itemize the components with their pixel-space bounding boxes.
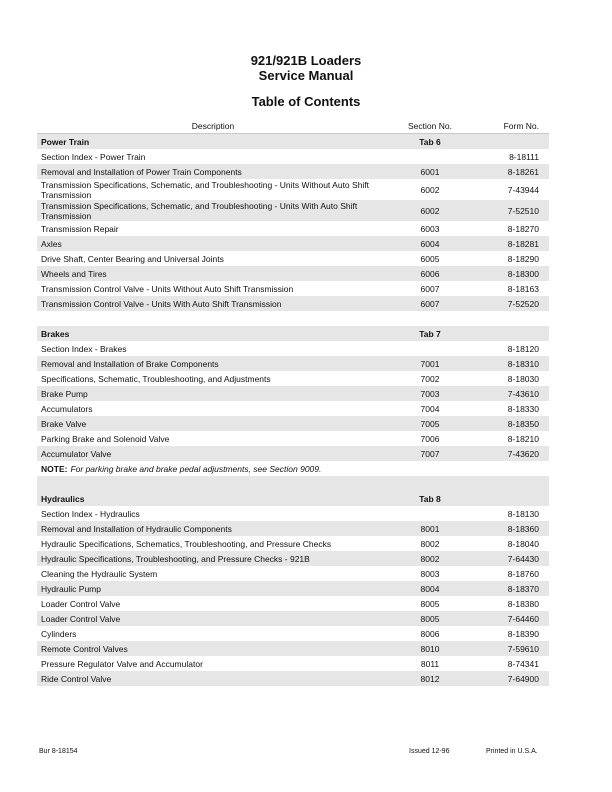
row-form-number: 7-52520	[507, 298, 539, 309]
row-section-number: 7001	[420, 358, 440, 369]
note-text: For parking brake and brake pedal adjustments, see Section 9009.	[70, 463, 322, 474]
row-description: Hydraulic Specifications, Schematics, Troubleshooting, and Pressure Checks	[41, 538, 332, 549]
table-row	[37, 179, 549, 200]
row-form-number: 8-18030	[507, 373, 539, 384]
table-row	[37, 581, 549, 596]
table-row	[37, 164, 549, 179]
row-form-number: 8-18380	[507, 598, 539, 609]
row-description: Specifications, Schematic, Troubleshooting, and Adjustments	[41, 373, 271, 384]
table-body	[37, 134, 549, 686]
section-column-header: Section No.	[408, 121, 452, 131]
table-row	[37, 281, 549, 296]
manual-title: 921/921B Loaders	[250, 53, 362, 68]
table-row	[37, 296, 549, 311]
row-section-number: 8006	[420, 628, 440, 639]
row-form-number: 8-18111	[509, 151, 539, 162]
row-description: Accumulator Valve	[41, 448, 112, 459]
row-description: Brake Valve	[41, 418, 87, 429]
row-section-number: 6004	[420, 238, 440, 249]
row-description: Loader Control Valve	[41, 598, 121, 609]
table-row	[37, 401, 549, 416]
row-section-number: 6005	[420, 253, 440, 264]
row-section-number: 6003	[420, 223, 440, 234]
row-form-number: 8-18270	[507, 223, 539, 234]
group-tab: Tab 6	[419, 136, 441, 147]
table-of-contents	[37, 119, 549, 686]
table-row	[37, 341, 549, 356]
row-description: Transmission Control Valve - Units Without Auto Shift Transmission	[41, 283, 294, 294]
row-description: Axles	[41, 238, 62, 249]
row-section-number: 8005	[420, 613, 440, 624]
row-description: Hydraulic Specifications, Troubleshooting, and Pressure Checks - 921B	[41, 553, 310, 564]
row-section-number: 6007	[420, 298, 440, 309]
table-row	[37, 671, 549, 686]
row-description: Hydraulic Pump	[41, 583, 101, 594]
row-section-number: 8003	[420, 568, 440, 579]
row-form-number: 7-64460	[507, 613, 539, 624]
row-section-number: 8002	[420, 553, 440, 564]
row-form-number: 8-74341	[507, 658, 539, 669]
row-section-number: 7005	[420, 418, 440, 429]
row-description: Removal and Installation of Brake Components	[41, 358, 219, 369]
table-row	[37, 266, 549, 281]
group-title: Power Train	[41, 136, 90, 147]
table-row	[37, 656, 549, 671]
row-section-number: 8004	[420, 583, 440, 594]
row-section-number: 7003	[420, 388, 440, 399]
row-section-number: 6002	[420, 205, 440, 216]
row-description: Remote Control Valves	[41, 643, 128, 654]
row-description: Removal and Installation of Power Train Components	[41, 166, 242, 177]
table-row	[37, 431, 549, 446]
footer-issued: Issued 12-96	[409, 748, 450, 755]
row-form-number: 8-18130	[507, 508, 539, 519]
row-form-number: 8-18120	[507, 343, 539, 354]
table-row	[37, 506, 549, 521]
row-section-number: 8012	[420, 673, 440, 684]
row-section-number: 8001	[420, 523, 440, 534]
row-section-number: 7006	[420, 433, 440, 444]
row-section-number: 6006	[420, 268, 440, 279]
row-description: Transmission Control Valve - Units With Auto Shift Transmission	[41, 298, 282, 309]
row-form-number: 8-18163	[507, 283, 539, 294]
table-row	[37, 641, 549, 656]
footer-form-number: Bur 8-18154	[39, 748, 78, 755]
row-section-number: 6001	[420, 166, 440, 177]
row-form-number: 8-18210	[507, 433, 539, 444]
row-description: Accumulators	[41, 403, 93, 414]
table-row	[37, 236, 549, 251]
row-form-number: 8-18281	[507, 238, 539, 249]
group-title: Brakes	[41, 328, 70, 339]
table-row	[37, 551, 549, 566]
row-form-number: 8-18360	[507, 523, 539, 534]
row-description: Transmission Specifications, Schematic, and Troubleshooting - Units Without Auto Shift Transmission	[41, 179, 370, 200]
row-description: Drive Shaft, Center Bearing and Universal Joints	[41, 253, 224, 264]
group-spacer	[37, 476, 549, 491]
row-description: Pressure Regulator Valve and Accumulator	[41, 658, 203, 669]
table-row	[37, 416, 549, 431]
row-section-number: 7004	[420, 403, 440, 414]
row-form-number: 7-43610	[507, 388, 539, 399]
form-column-header: Form No.	[503, 121, 539, 131]
row-form-number: 8-18310	[507, 358, 539, 369]
table-row	[37, 596, 549, 611]
row-section-number: 7002	[420, 373, 440, 384]
row-form-number: 8-18261	[507, 166, 539, 177]
row-section-number: 8005	[420, 598, 440, 609]
row-section-number: 8002	[420, 538, 440, 549]
group-tab: Tab 7	[419, 328, 441, 339]
row-section-number: 7007	[420, 448, 440, 459]
row-description: Ride Control Valve	[41, 673, 112, 684]
row-form-number: 8-18390	[507, 628, 539, 639]
group-header-row	[37, 326, 549, 341]
group-header-row	[37, 491, 549, 506]
row-description: Section Index - Brakes	[41, 343, 127, 354]
row-form-number: 8-18040	[507, 538, 539, 549]
row-form-number: 7-64900	[507, 673, 539, 684]
row-description: Loader Control Valve	[41, 613, 121, 624]
row-section-number: 6007	[420, 283, 440, 294]
manual-subtitle: Service Manual	[258, 68, 354, 83]
row-form-number: 7-43620	[507, 448, 539, 459]
row-description: Transmission Repair	[41, 223, 119, 234]
row-form-number: 8-18370	[507, 583, 539, 594]
table-row	[37, 566, 549, 581]
row-form-number: 7-52510	[507, 205, 539, 216]
table-row	[37, 446, 549, 461]
note-row	[37, 461, 549, 476]
table-row	[37, 149, 549, 164]
row-form-number: 8-18350	[507, 418, 539, 429]
table-header	[37, 119, 549, 134]
row-description: Parking Brake and Solenoid Valve	[41, 433, 170, 444]
row-form-number: 8-18300	[507, 268, 539, 279]
row-description: Brake Pump	[41, 388, 88, 399]
row-description: Section Index - Power Train	[41, 151, 146, 162]
table-row	[37, 611, 549, 626]
row-description: Wheels and Tires	[41, 268, 107, 279]
row-section-number: 6002	[420, 184, 440, 195]
row-form-number: 8-18290	[507, 253, 539, 264]
group-spacer	[37, 311, 549, 326]
table-row	[37, 386, 549, 401]
row-description: Cylinders	[41, 628, 77, 639]
table-row	[37, 626, 549, 641]
row-description: Transmission Specifications, Schematic, and Troubleshooting - Units With Auto Shift Transmission	[41, 200, 358, 221]
page-title: Table of Contents	[251, 94, 361, 109]
row-form-number: 7-64430	[507, 553, 539, 564]
group-title: Hydraulics	[41, 493, 85, 504]
row-form-number: 8-18330	[507, 403, 539, 414]
note-label: NOTE:	[41, 463, 68, 474]
row-description: Cleaning the Hydraulic System	[41, 568, 158, 579]
description-column-header: Description	[191, 121, 235, 131]
table-row	[37, 200, 549, 221]
group-header-row	[37, 134, 549, 149]
table-row	[37, 221, 549, 236]
footer-printed: Printed in U.S.A.	[486, 748, 538, 755]
table-row	[37, 371, 549, 386]
row-form-number: 7-43944	[507, 184, 539, 195]
table-row	[37, 356, 549, 371]
table-row	[37, 251, 549, 266]
row-description: Section Index - Hydraulics	[41, 508, 140, 519]
row-form-number: 8-18760	[507, 568, 539, 579]
table-row	[37, 536, 549, 551]
row-section-number: 8011	[420, 658, 440, 669]
group-tab: Tab 8	[419, 493, 441, 504]
row-description: Removal and Installation of Hydraulic Components	[41, 523, 232, 534]
table-row	[37, 521, 549, 536]
row-section-number: 8010	[420, 643, 440, 654]
row-form-number: 7-59610	[507, 643, 539, 654]
